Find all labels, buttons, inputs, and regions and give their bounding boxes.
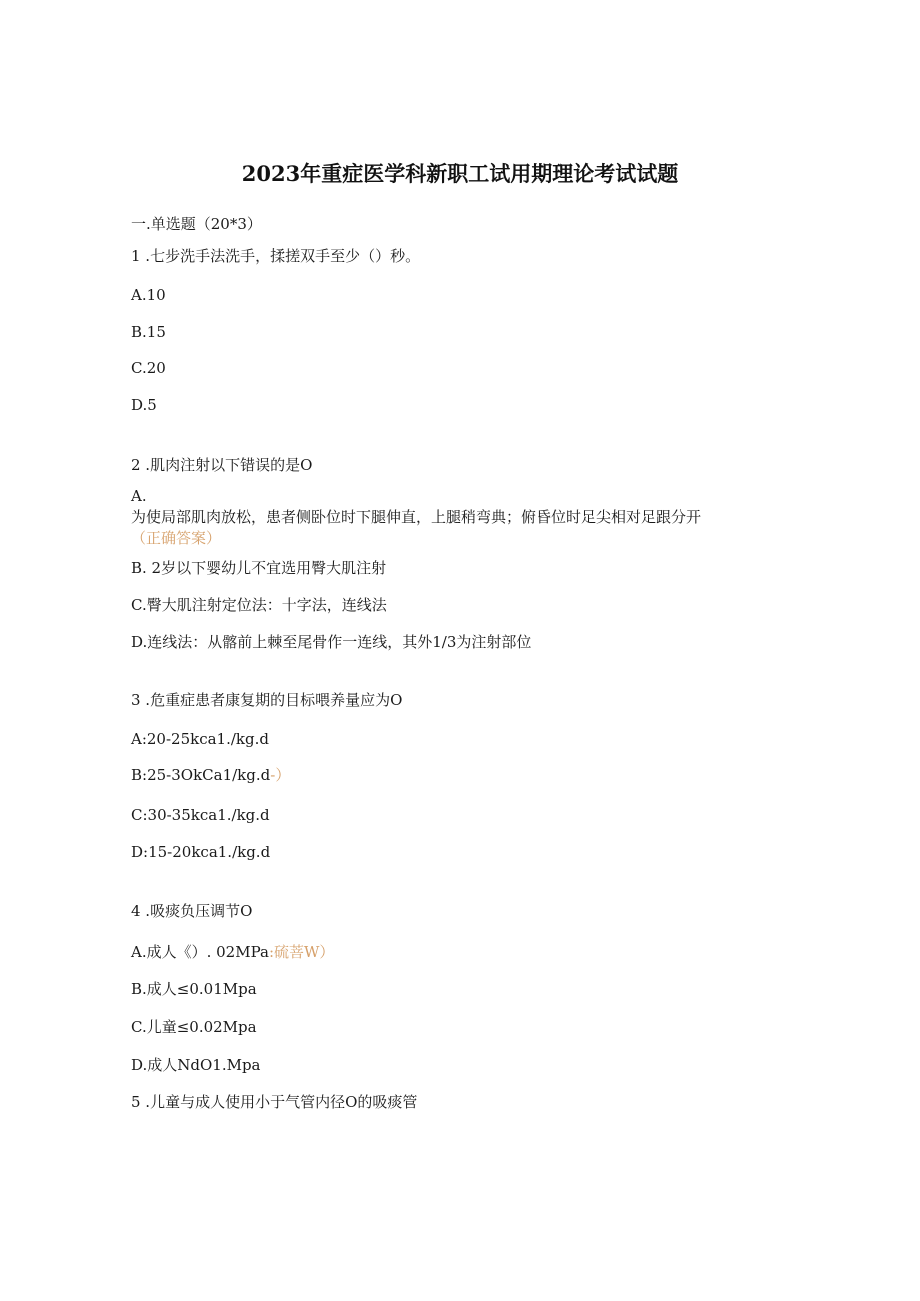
question-4-option-c: C.儿童≤0.02Mpa — [131, 1018, 257, 1036]
question-4-option-b: B.成人≤0.01Mpa — [131, 980, 257, 998]
question-2-option-a-correct-mark: （正确答案） — [131, 529, 222, 547]
question-2-stem: 2 .肌肉注射以下错误的是O — [131, 456, 313, 474]
question-4-option-d: D.成人NdO1.Mpa — [131, 1056, 261, 1074]
question-4-option-a — [131, 942, 334, 962]
question-2-option-c: C.臀大肌注射定位法：十字法，连线法 — [131, 596, 387, 614]
question-4-option-a-mark: :硫菩W） — [268, 943, 335, 961]
question-1-option-d: D.5 — [131, 396, 157, 414]
question-5-stem: 5 .儿童与成人使用小于气管内径O的吸痰管 — [131, 1093, 418, 1111]
question-3-option-b-text: B:25-3OkCa1/kg.d — [131, 766, 271, 784]
question-3-stem: 3 .危重症患者康复期的目标喂养量应为O — [131, 691, 403, 709]
question-2-option-d: D.连线法：从髂前上棘至尾骨作一连线，其外1/3为注射部位 — [131, 633, 532, 651]
question-3-option-c: C:30-35kca1./kg.d — [131, 806, 270, 824]
question-1-stem: 1 .七步洗手法洗手，揉搓双手至少（）秒。 — [131, 247, 421, 265]
question-1-option-c: C.20 — [131, 359, 166, 377]
question-4-option-a-text: A.成人《）. 02MPa — [131, 943, 269, 961]
question-1-option-b: B.15 — [131, 323, 166, 341]
question-2-option-a-label: A. — [131, 487, 147, 505]
question-4-stem: 4 .吸痰负压调节O — [131, 902, 253, 920]
question-3-option-d: D:15-20kca1./kg.d — [131, 843, 271, 861]
question-2-option-a-text: 为使局部肌肉放松，患者侧卧位时下腿伸直，上腿稍弯典；俯昏位时足尖相对足跟分开 — [131, 508, 702, 526]
question-1-option-a: A.10 — [131, 286, 166, 304]
section-heading: 一.单选题（20*3） — [131, 215, 262, 233]
question-2-option-b: B. 2岁以下婴幼儿不宜选用臀大肌注射 — [131, 559, 387, 577]
question-3-option-b-mark: -） — [270, 766, 291, 784]
question-3-option-b — [131, 765, 290, 785]
page-title: 2023年重症医学科新职工试用期理论考试试题 — [241, 161, 679, 186]
question-3-option-a: A:20-25kca1./kg.d — [131, 730, 269, 748]
